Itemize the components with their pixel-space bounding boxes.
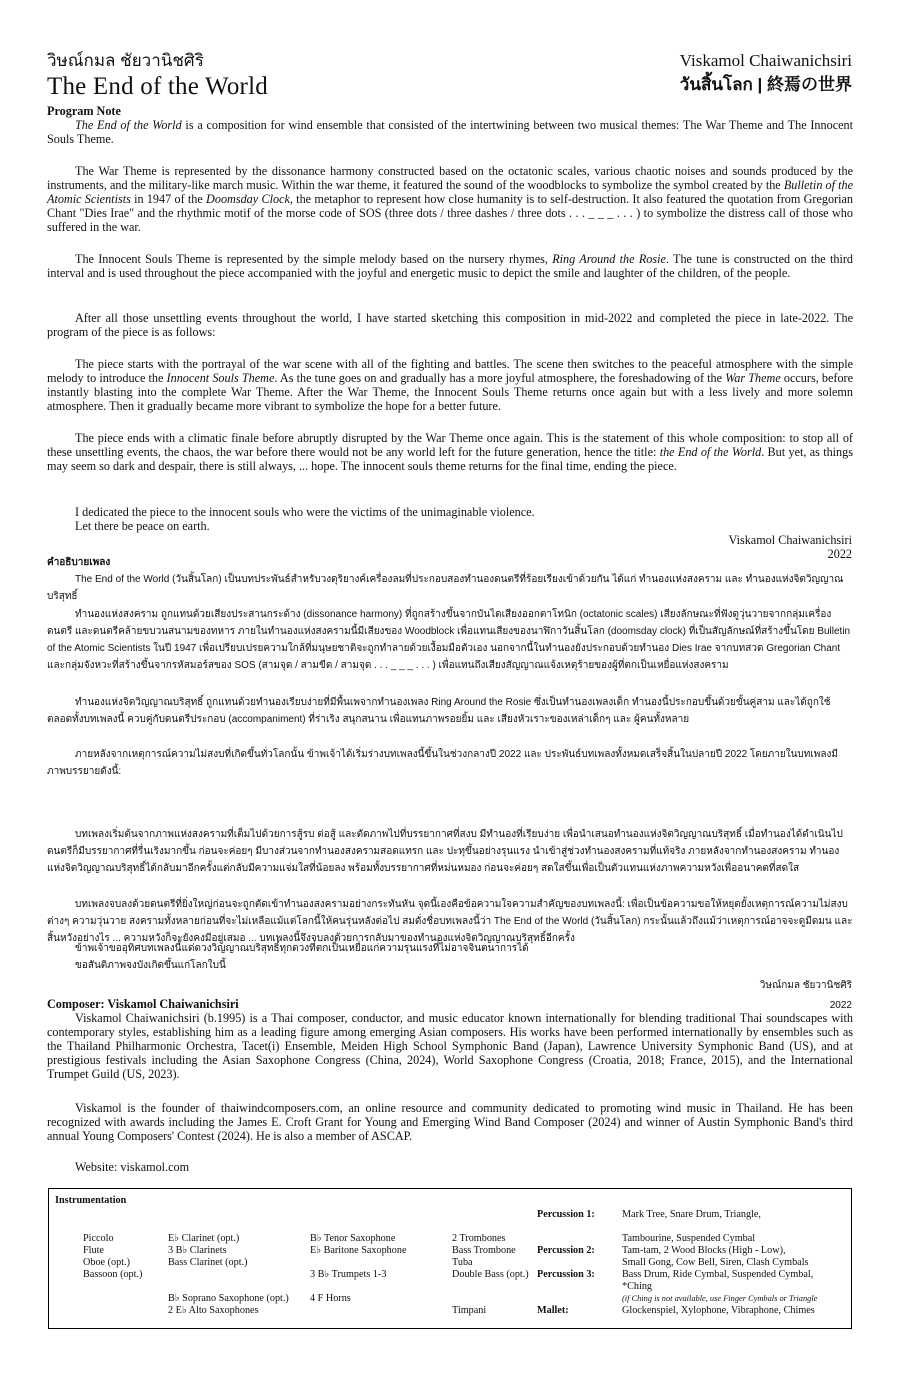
bio-heading: Composer: Viskamol Chaiwanichsiri	[47, 997, 239, 1011]
program-note-sketching	[47, 311, 853, 339]
horns: 4 F Horns	[310, 1293, 351, 1304]
woodwinds-column	[83, 1233, 142, 1281]
program-note-paragraph: The War Theme is represented by the dissonance harmony constructed based on the octatonic scales, various chaotic noises and sounds produced by the instruments, and the military-like march music. Within the war theme, it featured the sound of the woodblocks to symbolize the symbol created by the Bulletin of the Atomic Scientists in 1947 of the Doomsday Clock, the metaphor to represent how close humanity is to self-destruction. It also featured the quotation from Gregorian Chant "Dies Irae" and the rhythmic motif of the morse code of SOS (three dots / three dashes / three dots . . . _ _ _ . . . ) to symbolize the distress call of those who suffered in the war.	[47, 164, 853, 235]
program-note-heading: Program Note	[47, 104, 121, 118]
percussion-line: Tambourine, Suspended Cymbal	[622, 1233, 756, 1244]
thai-dedication	[47, 940, 853, 974]
low-saxes	[310, 1233, 406, 1257]
timpani: Timpani	[452, 1305, 487, 1316]
instrument: 2 E♭ Alto Saxophones	[168, 1305, 259, 1316]
instrument: E♭ Clarinet (opt.)	[168, 1233, 240, 1244]
high-saxes	[168, 1293, 289, 1317]
dedication	[47, 505, 853, 533]
percussion-3-list	[622, 1269, 817, 1305]
composer-bio	[47, 997, 853, 1082]
thai-sketching	[47, 746, 853, 780]
thai-heading: คำอธิบายเพลง	[47, 557, 111, 568]
thai-dedication-line: ข้าพเจ้าขออุทิศบทเพลงนี้แด่ดวงวิญญาณบริสุทธิ์ทุกดวงที่ตกเป็นเหยื่อแก่ความรุนแรงที่ไม่อาจจินตนาการได้	[75, 943, 529, 954]
header-right	[680, 50, 852, 98]
thai-paragraph: บทเพลงจบลงด้วยดนตรีที่ยิ่งใหญ่ก่อนจะถูกตัดเข้าทำนองสงครามอย่างกระทันหัน จุดนี้เองคือข้อความใจความสำคัญของบทเพลงนี้: เพื่อเป็นข้อความขอให้หยุดยั้งเหตุการณ์ความไม่สงบต่างๆ ความวุ่นวาย สงครามทั้งหลายก่อนที่จะไม่เหลือแม้แต่โลกนี้ให้คนรุ่นหลังต่อไป สมดั่งชื่อบทเพลงนี้ว่า The End of the World (วันสิ้นโลก) กระนั้นแล้วถึงแม้ว่าเหตุการณ์อาจจะดูมืดมน และ สิ้นหวังอย่างไร ... ความหวังก็จะยังคงมีอยู่เสมอ ... บทเพลงนี้จึงจบลงด้วยการกลับมาของทำนองแห่งจิตวิญญาณบริสุทธิ์อีกครั้ง	[47, 899, 853, 944]
program-note-paragraph: The piece ends with a climatic finale before abruptly disrupted by the War Theme once again. This is the statement of this whole composition: to stop all of these unsettling events, the chaos, the war before there would not be any world left for the future generation, hence the title: the End of the World. But yet, as things may seem so dark and despair, there is still always, ... hope. The innocent souls theme returns for the final time, ending the piece.	[47, 431, 853, 474]
percussion-line: Small Gong, Cow Bell, Siren, Clash Cymbals	[622, 1257, 809, 1268]
thai-paragraph: ทำนองแห่งสงคราม ถูกแทนด้วยเสียงประสานกระด้าง (dissonance harmony) ที่ถูกสร้างขึ้นจากบันไดเสียงออกตาโทนิก (octatonic scales) เสียงลักษณะที่ฟังดูวุ่นวายจากกลุ่มเครื่องดนตรี และดนตรีคล้ายขบวนสนามของทหาร ภายในทำนองแห่งสงครามนี้มีเสียงของ Woodblock เพื่อแทนเสียงของนาฬิกาวันสิ้นโลก (doomsday clock) ที่เป็นสัญลักษณ์ที่สร้างขึ้นโดย Bulletin of the Atomic Scientists ในปี 1947 เพื่อเปรียบเปรยความใกล้ที่มนุษยชาติจะถูกทำลายด้วยเงื้อมมือตัวเอง นอกจากนี้ในทำนองยังประกอบด้วยทำนอง Dies Irae จากบทสวด Gregorian Chant และกลุ่มจังหวะที่สร้างขึ้นจากรหัสมอร์สของ SOS (สามจุด / สามขีด / สามจุด . . . _ _ _ . . . ) เพื่อแทนถึงเสียงสัญญาณแจ้งเหตุร้ายของผู้ที่ตกเป็นเหยื่อแห่งสงคราม	[47, 609, 851, 671]
instrument: B♭ Soprano Saxophone (opt.)	[168, 1293, 289, 1304]
thai-paragraph: บทเพลงเริ่มต้นจากภาพแห่งสงครามที่เต็มไปด้วยการสู้รบ ต่อสู้ และตัดภาพไปที่บรรยากาศที่สงบ มีทำนองที่เรียบง่าย เพื่อนำเสนอทำนองแห่งจิตวิญญาณบริสุทธิ์ เมื่อทำนองได้ดำเนินไป ดนตรีก็มีบรรยากาศที่รื่นเริงมากขึ้น ก่อนจะค่อยๆ มีบางส่วนจากทำนองสงครามสอดแทรก และ ปะทุขึ้นอย่างรุนแรง นำเข้าสู่ช่วงทำนองสงครามที่แท้จริง ภายหลังจากทำนองสงคราม ทำนองแห่งจิตวิญญาณบริสุทธิ์ได้กลับมาอีกครั้งแต่กลับมีความแจ่มใสที่น้อยลง พร้อมทั้งบรรยากาศที่หม่นหมอง ก่อนจะค่อยๆ สดใสขึ้นเพื่อเป็นตัวแทนแห่งภาพความหวังเพื่ออนาคตที่สดใส	[47, 829, 843, 874]
percussion-line: Tam-tam, 2 Wood Blocks (High - Low),	[622, 1245, 786, 1256]
page-title: The End of the World	[47, 73, 268, 100]
composer-name: Viskamol Chaiwanichsiri	[679, 51, 852, 70]
instrument: Oboe (opt.)	[83, 1257, 130, 1268]
percussion-3-label: Percussion 3:	[537, 1269, 595, 1280]
thai-paragraph: ภายหลังจากเหตุการณ์ความไม่สงบที่เกิดขึ้นทั่วโลกนั้น ข้าพเจ้าได้เริ่มร่างบทเพลงนี้ขึ้นในช่วงกลางปี 2022 และ ประพันธ์บทเพลงทั้งหมดเสร็จสิ้นในปลายปี 2022 โดยภายในบทเพลงมีภาพบรรยายดังนี้:	[47, 749, 838, 777]
instrument: B♭ Tenor Saxophone	[310, 1233, 396, 1244]
dedication-line: Let there be peace on earth.	[75, 519, 210, 534]
mallet-list: Glockenspiel, Xylophone, Vibraphone, Chimes	[622, 1305, 815, 1316]
thai-paragraph: ทำนองแห่งจิตวิญญาณบริสุทธิ์ ถูกแทนด้วยทำนองเรียบง่ายที่มีพื้นเพจากทำนองเพลง Ring Around the Rosie ซึ่งเป็นทำนองเพลงเด็ก ทำนองนี้ประกอบขึ้นด้วยขั้นคู่สาม และได้ถูกใช้ตลอดทั้งบทเพลงนี้ ควบคู่กับดนตรีประกอบ (accompaniment) ที่ร่าเริง สนุกสนาน เพื่อแทนภาพรอยยิ้ม และ เสียงหัวเราะของเหล่าเด็กๆ และ ผู้คนทั้งหลาย	[47, 697, 831, 725]
percussion-2-label: Percussion 2:	[537, 1245, 595, 1256]
website-link[interactable]: Website: viskamol.com	[75, 1160, 190, 1174]
header-left	[47, 50, 268, 102]
clarinets-column	[168, 1233, 248, 1269]
instrument: Double Bass (opt.)	[452, 1269, 529, 1280]
percussion-line: Mark Tree, Snare Drum, Triangle,	[622, 1209, 761, 1220]
thai-composer-name: วิษณ์กมล ชัยวานิชศิริ	[47, 51, 204, 70]
percussion-note: (if Ching is not available, use Finger Cymbals or Triangle	[622, 1294, 818, 1303]
instrument: Flute	[83, 1245, 104, 1256]
signature-year: 2022	[827, 547, 852, 561]
signature-name: Viskamol Chaiwanichsiri	[728, 533, 852, 547]
instrumentation-box	[48, 1188, 852, 1329]
thai-paragraph: The End of the World (วันสิ้นโลก) เป็นบทประพันธ์สำหรับวงดุริยางค์เครื่องลมที่ประกอบสองทำนองดนตรีที่ร้อยเรียงเข้าด้วยกัน ได้แก่ ทำนองแห่งสงคราม และ ทำนองแห่งจิตวิญญาณบริสุทธิ์	[47, 574, 844, 602]
percussion-line: *Ching	[622, 1281, 653, 1292]
percussion-line: Bass Drum, Ride Cymbal, Suspended Cymbal,	[622, 1269, 814, 1280]
program-note-war-theme	[47, 164, 853, 234]
alternate-titles: วันสิ้นโลก | 終焉の世界	[679, 75, 852, 94]
program-note	[47, 104, 853, 146]
percussion-1-label: Percussion 1:	[537, 1209, 595, 1220]
thai-signature-year: 2022	[829, 1000, 852, 1011]
bio-paragraph: Viskamol is the founder of thaiwindcomposers.com, an online resource and community dedicated to promoting wind music in Thailand. He has been recognized with awards including the James E. Croft Grant for Young and Emerging Wind Band Composer (2024) and winner of Austin Symphonic Band's third annual Young Composers' Contest (2024). He is also a member of ASCAP.	[47, 1101, 853, 1144]
program-note-paragraph: The piece starts with the portrayal of the war scene with all of the fighting and battles. The scene then switches to the peaceful atmosphere with the simple melody to introduce the Innocent Souls Theme. As the tune goes on and gradually has a more joyful atmosphere, the foreshadowing of the War Theme occurs, before instantly blasting into the complete War Theme. After the War Theme, the Innocent Souls Theme returns once again but with a less lively and more solemn atmosphere. Then it gradually became more vibrant to symbolize the hope for a better future.	[47, 357, 854, 414]
thai-piece-start	[47, 826, 853, 877]
instrumentation-heading: Instrumentation	[55, 1195, 127, 1206]
instrument: 3 B♭ Clarinets	[168, 1245, 227, 1256]
instrument: Bass Clarinet (opt.)	[168, 1257, 248, 1268]
program-note-paragraph: The Innocent Souls Theme is represented by the simple melody based on the nursery rhymes, Ring Around the Rosie. The tune is constructed on the third interval and is used throughout the piece accompanied with the joyful and energetic music to depict the smile and laughter of the children, of the people.	[47, 252, 854, 281]
thai-innocent-theme	[47, 694, 853, 728]
thai-program-note	[47, 554, 853, 605]
trumpets: 3 B♭ Trumpets 1-3	[310, 1269, 387, 1280]
program-note-paragraph: After all those unsettling events throughout the world, I have started sketching this composition in mid-2022 and completed the piece in late-2022. The program of the piece is as follows:	[47, 311, 853, 340]
percussion-1-list	[622, 1209, 761, 1245]
thai-dedication-line: ขอสันติภาพจงบังเกิดขึ้นแก่โลกใบนี้	[75, 960, 226, 971]
mallet-label: Mallet:	[537, 1305, 569, 1316]
instrument: 2 Trombones	[452, 1233, 506, 1244]
bio-paragraph: Viskamol Chaiwanichsiri (b.1995) is a Thai composer, conductor, and music educator known internationally for blending traditional Thai soundscapes with contemporary styles, establishing him as a leading figure among emerging Asian composers. His works have been performed internationally by ensembles such as the Thailand Philharmonic Orchestra, Tacet(i) Ensemble, Meiden High School Symphonic Band (Japan), Lawrence University Symphonic Band (US), and at prestigious festivals including the Asian Saxophone Congress (China, 2024), World Saxophone Congress (Croatia, 2018; France, 2015), and the International Trumpet Guild (US, 2023).	[47, 1011, 853, 1082]
instrument: E♭ Baritone Saxophone	[310, 1245, 407, 1256]
program-note-paragraph: The End of the World is a composition for wind ensemble that consisted of the intertwining between two musical themes: The War Theme and The Innocent Souls Theme.	[47, 118, 854, 147]
instrument: Piccolo	[83, 1233, 114, 1244]
program-note-piece-end	[47, 431, 853, 473]
thai-signature-name: วิษณ์กมล ชัยวานิชศิริ	[759, 980, 852, 991]
instrument: Bass Trombone	[452, 1245, 516, 1256]
low-brass	[452, 1233, 529, 1281]
program-note-innocent-theme	[47, 252, 853, 280]
program-note-piece-start	[47, 357, 853, 413]
composer-bio-2	[47, 1101, 853, 1143]
thai-war-theme	[47, 606, 853, 674]
instrument: Tuba	[452, 1257, 473, 1268]
instrument: Bassoon (opt.)	[83, 1269, 143, 1280]
website-line	[47, 1160, 853, 1174]
dedication-line: I dedicated the piece to the innocent souls who were the victims of the unimaginable violence.	[75, 505, 535, 519]
percussion-2-list	[622, 1245, 809, 1269]
